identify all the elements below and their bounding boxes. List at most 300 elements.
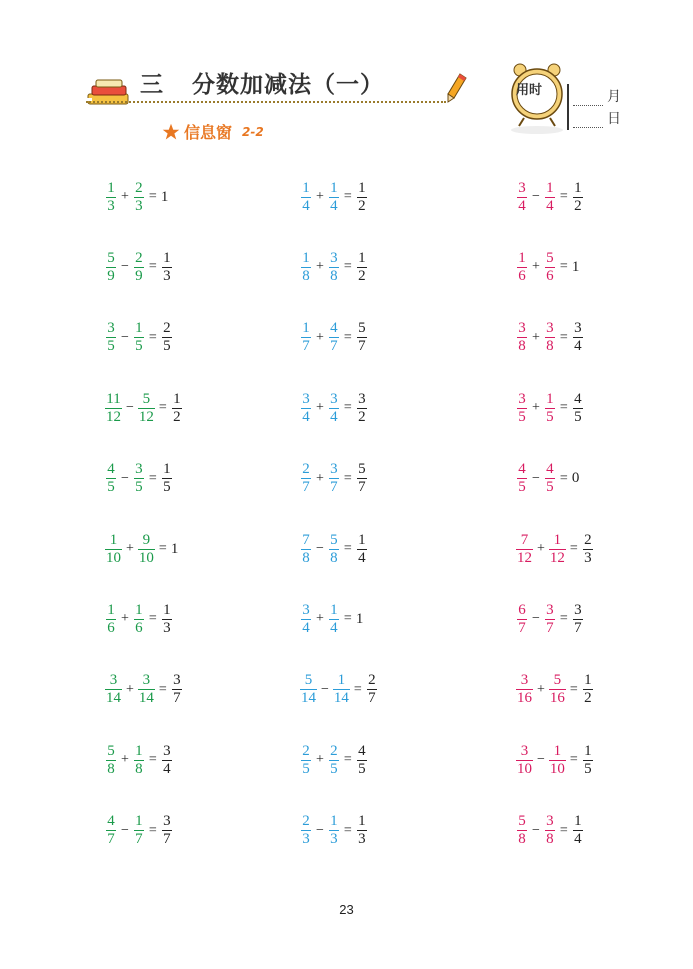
operand-fraction xyxy=(516,320,528,355)
denominator: 5 xyxy=(518,408,526,425)
equals-sign: = xyxy=(569,681,578,697)
numerator: 4 xyxy=(107,813,115,830)
operand-fraction xyxy=(300,532,312,567)
numerator: 1 xyxy=(553,742,562,759)
equation xyxy=(300,242,368,292)
answer-whole: 1 xyxy=(160,188,169,205)
numerator: 1 xyxy=(330,601,338,618)
operand-fraction xyxy=(105,461,117,496)
denominator: 5 xyxy=(135,338,143,355)
denominator: 3 xyxy=(330,831,338,848)
operand-fraction xyxy=(138,532,155,567)
denominator: 8 xyxy=(330,267,338,284)
operand-fraction xyxy=(105,602,117,637)
numerator: 1 xyxy=(109,531,118,548)
time-used-label: 用时 xyxy=(516,83,543,98)
denominator: 8 xyxy=(330,549,338,566)
denominator: 8 xyxy=(518,831,526,848)
equation xyxy=(105,454,173,504)
equation xyxy=(105,665,183,715)
operand-fraction xyxy=(133,250,145,285)
operand-fraction xyxy=(300,391,312,426)
denominator: 4 xyxy=(518,197,526,214)
numerator: 5 xyxy=(330,531,338,548)
equation xyxy=(516,665,594,715)
operand-fraction xyxy=(516,672,533,707)
numerator: 3 xyxy=(142,672,151,689)
equals-sign: = xyxy=(148,329,157,345)
operator: + xyxy=(316,611,324,627)
operand-fraction xyxy=(105,250,117,285)
denominator: 5 xyxy=(107,479,115,496)
operator: + xyxy=(532,259,540,275)
equation xyxy=(300,383,368,433)
answer-fraction xyxy=(161,250,173,285)
denominator: 14 xyxy=(138,690,154,707)
equals-sign: = xyxy=(148,189,157,204)
denominator: 7 xyxy=(546,619,554,636)
denominator: 5 xyxy=(163,338,171,355)
numerator: 4 xyxy=(574,390,582,407)
numerator: 3 xyxy=(518,390,526,407)
numerator: 3 xyxy=(135,461,143,478)
equals-sign: = xyxy=(158,681,167,697)
operator: + xyxy=(532,400,540,416)
numerator: 3 xyxy=(302,601,310,618)
numerator: 1 xyxy=(546,179,554,196)
denominator: 5 xyxy=(107,338,115,355)
numerator: 1 xyxy=(584,742,592,759)
operator: + xyxy=(316,329,324,345)
numerator: 3 xyxy=(546,813,554,830)
numerator: 3 xyxy=(330,390,338,407)
equation xyxy=(105,172,168,222)
equation xyxy=(516,454,579,504)
denominator: 7 xyxy=(518,619,526,636)
operand-fraction xyxy=(328,391,340,426)
operand-fraction xyxy=(544,391,556,426)
operand-fraction xyxy=(549,743,566,778)
equals-sign: = xyxy=(343,611,352,627)
operand-fraction xyxy=(328,320,340,355)
equals-sign: = xyxy=(343,259,352,275)
operator: + xyxy=(121,752,129,768)
equals-sign: = xyxy=(148,470,157,486)
operand-fraction xyxy=(549,672,566,707)
answer-fraction xyxy=(356,320,368,355)
operator: + xyxy=(537,681,545,697)
numerator: 1 xyxy=(302,179,310,196)
operand-fraction xyxy=(544,602,556,637)
numerator: 7 xyxy=(302,531,310,548)
operator: + xyxy=(532,329,540,345)
answer-fraction xyxy=(356,532,368,567)
operand-fraction xyxy=(516,250,528,285)
answer-fraction xyxy=(572,391,584,426)
denominator: 2 xyxy=(358,197,366,214)
denominator: 5 xyxy=(574,408,582,425)
answer-fraction xyxy=(171,391,183,426)
answer-fraction xyxy=(161,743,173,778)
denominator: 14 xyxy=(106,690,121,707)
denominator: 16 xyxy=(549,690,565,707)
equals-sign: = xyxy=(353,681,362,697)
numerator: 3 xyxy=(330,461,338,478)
numerator: 1 xyxy=(337,672,346,689)
operand-fraction xyxy=(300,813,312,848)
equation xyxy=(516,172,584,222)
operand-fraction xyxy=(328,532,340,567)
numerator: 1 xyxy=(574,813,582,830)
equals-sign: = xyxy=(559,400,568,416)
operand-fraction xyxy=(516,180,528,215)
denominator: 7 xyxy=(302,479,310,496)
denominator: 8 xyxy=(302,549,310,566)
numerator: 1 xyxy=(173,390,181,407)
operator: + xyxy=(316,400,324,416)
operator: − xyxy=(532,822,540,838)
numerator: 3 xyxy=(109,672,118,689)
denominator: 5 xyxy=(546,479,554,496)
operand-fraction xyxy=(328,743,340,778)
operand-fraction xyxy=(105,180,117,215)
numerator: 6 xyxy=(518,601,526,618)
equals-sign: = xyxy=(569,752,578,768)
numerator: 2 xyxy=(135,249,143,266)
operand-fraction xyxy=(516,743,533,778)
operand-fraction xyxy=(133,813,145,848)
numerator: 1 xyxy=(135,320,143,337)
answer-fraction xyxy=(572,320,584,355)
equals-sign: = xyxy=(559,611,568,627)
operand-fraction xyxy=(105,813,117,848)
operand-fraction xyxy=(300,320,312,355)
answer-fraction xyxy=(356,743,368,778)
denominator: 9 xyxy=(107,267,115,284)
operator: + xyxy=(316,470,324,486)
operator: + xyxy=(316,752,324,768)
numerator: 2 xyxy=(584,531,592,548)
answer-whole: 0 xyxy=(571,470,580,487)
numerator: 4 xyxy=(358,742,366,759)
numerator: 4 xyxy=(107,461,115,478)
numerator: 3 xyxy=(574,601,582,618)
operand-fraction xyxy=(300,672,317,707)
operand-fraction xyxy=(516,461,528,496)
denominator: 8 xyxy=(546,831,554,848)
equation xyxy=(300,806,368,856)
equals-sign: = xyxy=(158,400,167,416)
answer-fraction xyxy=(572,813,584,848)
operator: − xyxy=(532,470,540,486)
denominator: 4 xyxy=(302,197,310,214)
numerator: 1 xyxy=(107,179,115,196)
numerator: 1 xyxy=(302,249,310,266)
numerator: 1 xyxy=(163,249,171,266)
operator: − xyxy=(316,822,324,838)
operand-fraction xyxy=(133,320,145,355)
operand-fraction xyxy=(549,532,566,567)
denominator: 5 xyxy=(546,408,554,425)
operand-fraction xyxy=(544,250,556,285)
answer-fraction xyxy=(356,391,368,426)
denominator: 4 xyxy=(302,619,310,636)
chapter-title: 分数加减法（一） xyxy=(192,72,384,98)
numerator: 3 xyxy=(358,390,366,407)
denominator: 7 xyxy=(330,479,338,496)
equation xyxy=(516,735,594,785)
operand-fraction xyxy=(328,461,340,496)
equation xyxy=(300,313,368,363)
operand-fraction xyxy=(105,672,122,707)
equals-sign: = xyxy=(158,541,167,556)
answer-fraction xyxy=(572,602,584,637)
equation xyxy=(105,313,173,363)
numerator: 2 xyxy=(302,742,310,759)
operand-fraction xyxy=(544,320,556,355)
answer-fraction xyxy=(161,461,173,496)
denominator: 4 xyxy=(574,338,582,355)
numerator: 1 xyxy=(135,813,143,830)
numerator: 1 xyxy=(302,320,310,337)
operand-fraction xyxy=(328,180,340,215)
operator: − xyxy=(532,611,540,627)
denominator: 4 xyxy=(330,197,338,214)
numerator: 5 xyxy=(107,742,115,759)
numerator: 3 xyxy=(518,320,526,337)
operator: − xyxy=(321,681,329,697)
numerator: 1 xyxy=(553,531,562,548)
numerator: 3 xyxy=(520,742,529,759)
answer-whole: 1 xyxy=(170,540,179,557)
denominator: 3 xyxy=(358,831,366,848)
operand-fraction xyxy=(328,602,340,637)
denominator: 7 xyxy=(368,690,376,707)
numerator: 5 xyxy=(553,672,562,689)
operand-fraction xyxy=(105,743,117,778)
operand-fraction xyxy=(138,391,155,426)
numerator: 3 xyxy=(163,742,171,759)
denominator: 5 xyxy=(163,479,171,496)
denominator: 10 xyxy=(549,760,565,777)
equation xyxy=(300,665,378,715)
denominator: 9 xyxy=(135,267,143,284)
numerator: 2 xyxy=(163,320,171,337)
equals-sign: = xyxy=(343,329,352,345)
denominator: 6 xyxy=(107,619,115,636)
operand-fraction xyxy=(516,532,533,567)
operand-fraction xyxy=(105,320,117,355)
denominator: 2 xyxy=(358,267,366,284)
denominator: 4 xyxy=(358,549,366,566)
chapter-number: 三 xyxy=(140,72,164,98)
numerator: 1 xyxy=(358,179,366,196)
numerator: 1 xyxy=(358,813,366,830)
numerator: 2 xyxy=(330,742,338,759)
numerator: 1 xyxy=(518,249,526,266)
numerator: 1 xyxy=(135,742,143,759)
denominator: 5 xyxy=(330,760,338,777)
equals-sign: = xyxy=(559,259,568,275)
operator: + xyxy=(126,541,134,556)
denominator: 14 xyxy=(301,690,316,707)
equals-sign: = xyxy=(343,400,352,416)
denominator: 2 xyxy=(358,408,366,425)
numerator: 3 xyxy=(173,672,181,689)
equals-sign: = xyxy=(148,752,157,768)
operand-fraction xyxy=(133,743,145,778)
operator: − xyxy=(121,259,129,275)
operator: + xyxy=(537,541,545,556)
operator: + xyxy=(121,189,129,204)
denominator: 3 xyxy=(135,197,143,214)
numerator: 2 xyxy=(302,461,310,478)
info-window-text: 信息窗 xyxy=(184,123,233,142)
denominator: 7 xyxy=(358,338,366,355)
equation xyxy=(105,806,173,856)
operand-fraction xyxy=(516,391,528,426)
equation xyxy=(300,524,368,574)
denominator: 7 xyxy=(173,690,181,707)
operator: − xyxy=(121,822,129,838)
denominator: 7 xyxy=(135,831,143,848)
operand-fraction xyxy=(544,180,556,215)
operator: − xyxy=(532,189,540,204)
denominator: 3 xyxy=(163,619,171,636)
numerator: 1 xyxy=(358,531,366,548)
numerator: 1 xyxy=(107,601,115,618)
equals-sign: = xyxy=(148,259,157,275)
numerator: 3 xyxy=(546,601,554,618)
numerator: 3 xyxy=(302,390,310,407)
denominator: 3 xyxy=(584,549,592,566)
numerator: 4 xyxy=(330,320,338,337)
numerator: 4 xyxy=(546,461,554,478)
denominator: 7 xyxy=(358,479,366,496)
operand-fraction xyxy=(133,602,145,637)
operand-fraction xyxy=(300,602,312,637)
numerator: 1 xyxy=(330,179,338,196)
equals-sign: = xyxy=(148,822,157,838)
denominator: 8 xyxy=(518,338,526,355)
answer-whole: 1 xyxy=(355,610,364,627)
numerator: 2 xyxy=(135,179,143,196)
numerator: 2 xyxy=(302,813,310,830)
answer-fraction xyxy=(582,532,594,567)
numerator: 5 xyxy=(518,813,526,830)
operator: + xyxy=(316,189,324,204)
equals-sign: = xyxy=(559,822,568,838)
equation xyxy=(300,172,368,222)
denominator: 2 xyxy=(584,690,592,707)
denominator: 6 xyxy=(546,267,554,284)
info-window-code: 2-2 xyxy=(242,124,264,139)
numerator: 1 xyxy=(574,179,582,196)
answer-fraction xyxy=(582,672,594,707)
operand-fraction xyxy=(300,180,312,215)
answer-fraction xyxy=(171,672,183,707)
numerator: 1 xyxy=(163,461,171,478)
numerator: 3 xyxy=(518,179,526,196)
denominator: 7 xyxy=(107,831,115,848)
operand-fraction xyxy=(544,461,556,496)
equals-sign: = xyxy=(569,541,578,556)
denominator: 7 xyxy=(163,831,171,848)
denominator: 5 xyxy=(358,760,366,777)
equals-sign: = xyxy=(343,822,352,838)
operator: − xyxy=(537,752,545,768)
answer-fraction xyxy=(366,672,378,707)
operand-fraction xyxy=(544,813,556,848)
denominator: 10 xyxy=(517,760,532,777)
denominator: 12 xyxy=(517,549,532,566)
operator: − xyxy=(121,470,129,486)
denominator: 7 xyxy=(330,338,338,355)
operand-fraction xyxy=(105,532,122,567)
day-label: 日 xyxy=(607,111,621,127)
equation xyxy=(300,454,368,504)
denominator: 2 xyxy=(173,408,181,425)
denominator: 16 xyxy=(517,690,532,707)
equation xyxy=(105,383,183,433)
numerator: 3 xyxy=(330,249,338,266)
denominator: 4 xyxy=(574,831,582,848)
operand-fraction xyxy=(133,461,145,496)
numerator: 1 xyxy=(584,672,592,689)
denominator: 6 xyxy=(135,619,143,636)
answer-whole: 1 xyxy=(571,258,580,275)
denominator: 10 xyxy=(106,549,121,566)
numerator: 3 xyxy=(520,672,529,689)
answer-fraction xyxy=(161,602,173,637)
denominator: 8 xyxy=(302,267,310,284)
denominator: 14 xyxy=(333,690,349,707)
equation xyxy=(516,524,594,574)
denominator: 6 xyxy=(518,267,526,284)
denominator: 10 xyxy=(138,549,154,566)
operand-fraction xyxy=(133,180,145,215)
operator: − xyxy=(121,329,129,345)
denominator: 5 xyxy=(302,760,310,777)
equals-sign: = xyxy=(343,189,352,204)
numerator: 5 xyxy=(358,461,366,478)
equation xyxy=(516,383,584,433)
numerator: 1 xyxy=(330,813,338,830)
numerator: 2 xyxy=(368,672,376,689)
numerator: 4 xyxy=(518,461,526,478)
equals-sign: = xyxy=(343,541,352,556)
equals-sign: = xyxy=(559,470,568,486)
operator: + xyxy=(121,611,129,627)
answer-fraction xyxy=(356,461,368,496)
operand-fraction xyxy=(105,391,122,426)
page-number: 23 xyxy=(339,902,354,917)
answer-fraction xyxy=(356,813,368,848)
equation xyxy=(300,594,363,644)
equals-sign: = xyxy=(343,470,352,486)
denominator: 3 xyxy=(107,197,115,214)
numerator: 5 xyxy=(546,249,554,266)
denominator: 4 xyxy=(546,197,554,214)
operand-fraction xyxy=(516,813,528,848)
denominator: 4 xyxy=(302,408,310,425)
denominator: 4 xyxy=(163,760,171,777)
denominator: 12 xyxy=(549,549,565,566)
denominator: 3 xyxy=(163,267,171,284)
equation xyxy=(105,524,178,574)
numerator: 3 xyxy=(163,813,171,830)
operand-fraction xyxy=(516,602,528,637)
